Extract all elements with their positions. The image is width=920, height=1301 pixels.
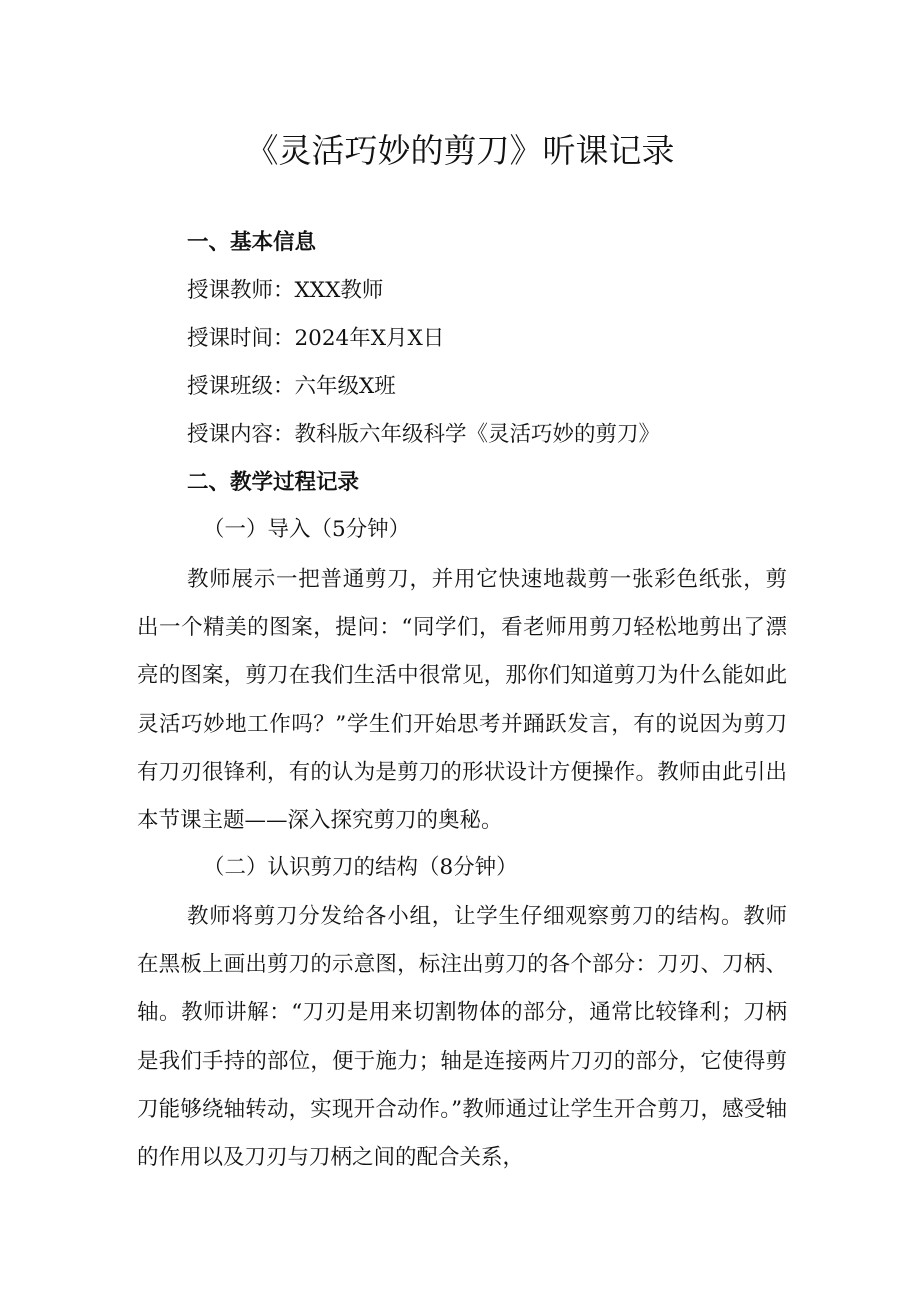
info-class: 授课班级：六年级X班	[187, 374, 396, 399]
info-teacher: 授课教师：XXX教师	[187, 278, 384, 303]
section-heading-teaching-process: 二、教学过程记录	[187, 470, 360, 495]
paragraph-structure: 教师将剪刀分发给各小组，让学生仔细观察剪刀的结构。教师在黑板上画出剪刀的示意图，标注出剪刀的各个部分：刀刃、刀柄、轴。教师讲解：“刀刃是用来切割物体的部分，通常比较锋利；刀柄是我们手持的部位，便于施力；轴是连接两片刀刃的部分，它使得剪刀能够绕轴转动，实现开合动作。”教师通过让学生开合剪刀，感受轴的作用以及刀刃与刀柄之间的配合关系，	[137, 904, 787, 1171]
subheading-structure: （二）认识剪刀的结构（8分钟）	[203, 855, 518, 880]
document-title: 《灵活巧妙的剪刀》听课记录	[245, 131, 675, 170]
section-heading-basic-info: 一、基本信息	[187, 230, 317, 255]
info-content: 授课内容：教科版六年级科学《灵活巧妙的剪刀》	[187, 422, 661, 447]
info-time: 授课时间：2024年X月X日	[187, 326, 445, 351]
subheading-introduction: （一）导入（5分钟）	[203, 517, 411, 542]
paragraph-introduction: 教师展示一把普通剪刀，并用它快速地裁剪一张彩色纸张，剪出一个精美的图案，提问：“同学们，看老师用剪刀轻松地剪出了漂亮的图案，剪刀在我们生活中很常见，那你们知道剪刀为什么能如此灵活巧妙地工作吗？”学生们开始思考并踊跃发言，有的说因为剪刀有刀刃很锋利，有的认为是剪刀的形状设计方便操作。教师由此引出本节课主题——深入探究剪刀的奥秘。	[137, 567, 787, 834]
